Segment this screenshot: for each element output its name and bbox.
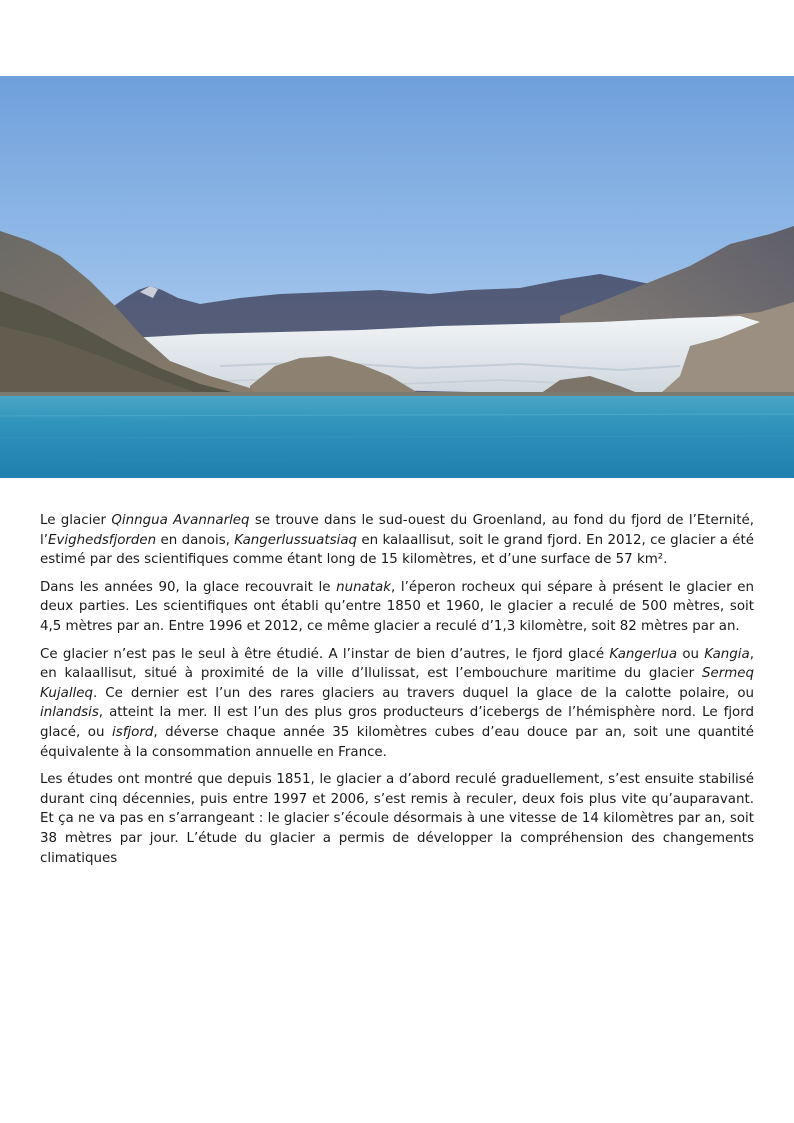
paragraph-4 — [40, 770, 754, 868]
italic-term: Evighedsfjorden — [47, 532, 157, 548]
text-run: ou — [677, 646, 705, 662]
italic-term: Qinngua Avannarleq — [111, 513, 250, 528]
text-run: se trouve dans le sud-ouest du Groenland, au fond du fjord de l’Eternité, l’ — [40, 513, 755, 548]
text-run: en kalaallisut, soit le grand fjord. En 2012, ce glacier a été estimé par des scientifiques comme étant long de 15 kilomètres, et d’une surface de 57 km². — [40, 532, 754, 568]
paragraph-1 — [40, 511, 754, 570]
glacier-photo — [0, 76, 794, 478]
text-run: Dans les années 90, la glace recouvrait le — [40, 579, 337, 595]
italic-term: nunatak — [336, 579, 391, 595]
text-run: . Ce dernier est l’un des rares glaciers au travers duquel la glace de la calotte polaire, ou — [93, 685, 754, 701]
glacier-photo-illustration — [0, 76, 794, 478]
italic-term: isfjord — [112, 724, 154, 740]
text-run: en danois, — [156, 532, 235, 548]
text-run: Ce glacier n’est pas le seul à être étudié. A l’instar de bien d’autres, le fjord glacé — [40, 646, 610, 662]
italic-term: Kangia — [704, 646, 750, 662]
article-body — [40, 511, 754, 876]
italic-term: Kangerlua — [609, 646, 678, 662]
text-run: Les études ont montré que depuis 1851, le glacier a d’abord reculé graduellement, s’est ensuite stabilisé durant cinq décennies, puis entre 1997 et 2006, s’est remis à reculer, deux fois plus vite qu’auparavant. Et ça ne va pas en s’arrangeant : le glacier s’écoule désormais à une vitesse de 14 kilomètres par an, soit 38 mètres par jour. L’étude du glacier a permis de développer la compréhension des changements climatiques — [40, 772, 754, 866]
text-run: Le glacier — [40, 513, 112, 528]
italic-term: inlandsis — [40, 705, 99, 721]
text-run: , atteint la mer. Il est l’un des plus gros producteurs d’icebergs de l’hémisphère nord. Le fjord glacé, ou — [40, 705, 754, 740]
text-run: , l’éperon rocheux qui sépare à présent le glacier en deux parties. Les scientifiques ont établi qu’entre 1850 et 1960, le glacier a reculé de 500 mètres, soit 4,5 mètres par an. Entre 1996 et 2012, ce même glacier a reculé d’1,3 kilomètre, soit 82 mètres par an. — [40, 579, 754, 634]
text-run: , déverse chaque année 35 kilomètres cubes d’eau douce par an, soit une quantité équivalente à la consommation annuelle en France. — [40, 724, 755, 760]
paragraph-3 — [40, 645, 754, 763]
italic-term: Kangerlussuatsiaq — [234, 532, 358, 548]
text-run: , en kalaallisut, situé à proximité de la ville d’Ilulissat, est l’embouchure maritime du glacier — [40, 646, 754, 682]
italic-term: Sermeq Kujalleq — [40, 666, 754, 701]
paragraph-2 — [40, 578, 754, 637]
